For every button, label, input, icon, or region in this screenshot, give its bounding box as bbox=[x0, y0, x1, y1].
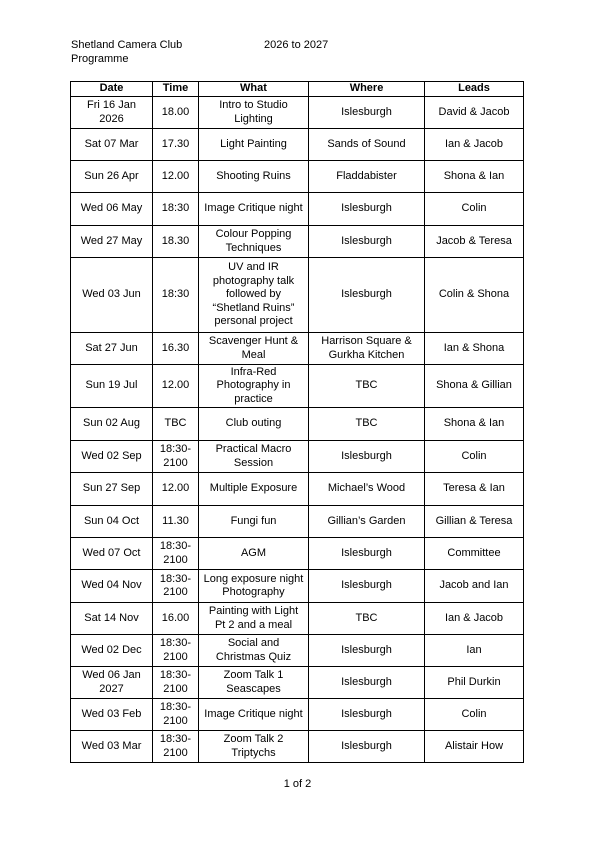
cell-time: 18:30- 2100 bbox=[153, 699, 199, 731]
cell-date: Wed 03 Mar bbox=[71, 731, 153, 763]
cell-where: TBC bbox=[309, 408, 425, 441]
cell-what: Zoom Talk 1 Seascapes bbox=[199, 667, 309, 699]
cell-date: Wed 27 May bbox=[71, 226, 153, 258]
cell-where: Sands of Sound bbox=[309, 129, 425, 161]
cell-leads: Colin & Shona bbox=[425, 258, 524, 333]
page-number: 1 of 2 bbox=[283, 778, 312, 790]
cell-date: Wed 02 Sep bbox=[71, 441, 153, 473]
cell-time: 17.30 bbox=[153, 129, 199, 161]
cell-time: 18.00 bbox=[153, 97, 199, 129]
table-row bbox=[71, 161, 524, 193]
cell-date: Wed 06 Jan 2027 bbox=[71, 667, 153, 699]
cell-date: Sat 14 Nov bbox=[71, 603, 153, 635]
cell-date: Wed 04 Nov bbox=[71, 570, 153, 603]
cell-date: Sun 26 Apr bbox=[71, 161, 153, 193]
table-row bbox=[71, 333, 524, 365]
cell-where: Islesburgh bbox=[309, 193, 425, 226]
cell-date: Wed 03 Feb bbox=[71, 699, 153, 731]
cell-what: Practical Macro Session bbox=[199, 441, 309, 473]
cell-where: Islesburgh bbox=[309, 441, 425, 473]
table-row bbox=[71, 408, 524, 441]
cell-what: AGM bbox=[199, 538, 309, 570]
cell-time: 16.00 bbox=[153, 603, 199, 635]
programme-subtitle: Programme bbox=[71, 53, 129, 65]
club-name: Shetland Camera Club bbox=[71, 39, 183, 51]
cell-what: Shooting Ruins bbox=[199, 161, 309, 193]
cell-date: Sun 02 Aug bbox=[71, 408, 153, 441]
cell-leads: Colin bbox=[425, 699, 524, 731]
cell-what: Intro to Studio Lighting bbox=[199, 97, 309, 129]
column-header-date: Date bbox=[71, 82, 153, 97]
cell-leads: Ian & Jacob bbox=[425, 603, 524, 635]
table-row bbox=[71, 731, 524, 763]
cell-what: Social and Christmas Quiz bbox=[199, 635, 309, 667]
cell-leads: Shona & Gillian bbox=[425, 365, 524, 408]
cell-date: Sat 07 Mar bbox=[71, 129, 153, 161]
cell-time: 18:30- 2100 bbox=[153, 731, 199, 763]
cell-where: Harrison Square & Gurkha Kitchen bbox=[309, 333, 425, 365]
cell-where: Islesburgh bbox=[309, 570, 425, 603]
cell-leads: Colin bbox=[425, 193, 524, 226]
table-row bbox=[71, 667, 524, 699]
cell-where: Islesburgh bbox=[309, 538, 425, 570]
column-header-where: Where bbox=[309, 82, 425, 97]
cell-where: Islesburgh bbox=[309, 635, 425, 667]
cell-what: Long exposure night Photography bbox=[199, 570, 309, 603]
cell-leads: Shona & Ian bbox=[425, 161, 524, 193]
cell-leads: Alistair How bbox=[425, 731, 524, 763]
cell-date: Wed 06 May bbox=[71, 193, 153, 226]
table-row bbox=[71, 570, 524, 603]
cell-leads: Ian bbox=[425, 635, 524, 667]
table-row bbox=[71, 635, 524, 667]
cell-leads: Jacob and Ian bbox=[425, 570, 524, 603]
cell-time: 18:30- 2100 bbox=[153, 538, 199, 570]
cell-date: Sun 19 Jul bbox=[71, 365, 153, 408]
table-row bbox=[71, 258, 524, 333]
cell-date: Sat 27 Jun bbox=[71, 333, 153, 365]
cell-what: Infra-Red Photography in practice bbox=[199, 365, 309, 408]
table-row bbox=[71, 603, 524, 635]
table-row bbox=[71, 538, 524, 570]
cell-date: Fri 16 Jan 2026 bbox=[71, 97, 153, 129]
cell-what: Fungi fun bbox=[199, 506, 309, 538]
cell-what: Light Painting bbox=[199, 129, 309, 161]
cell-what: Club outing bbox=[199, 408, 309, 441]
cell-time: 18:30 bbox=[153, 193, 199, 226]
cell-leads: Committee bbox=[425, 538, 524, 570]
table-row bbox=[71, 506, 524, 538]
cell-leads: David & Jacob bbox=[425, 97, 524, 129]
cell-time: 12.00 bbox=[153, 473, 199, 506]
table-row bbox=[71, 226, 524, 258]
table-header-row bbox=[71, 82, 524, 97]
cell-time: 12.00 bbox=[153, 365, 199, 408]
cell-where: Islesburgh bbox=[309, 731, 425, 763]
table-row bbox=[71, 97, 524, 129]
table-row bbox=[71, 365, 524, 408]
column-header-time: Time bbox=[153, 82, 199, 97]
cell-date: Sun 27 Sep bbox=[71, 473, 153, 506]
table-row bbox=[71, 441, 524, 473]
cell-where: Fladdabister bbox=[309, 161, 425, 193]
table-body bbox=[71, 97, 524, 763]
cell-time: 18:30- 2100 bbox=[153, 441, 199, 473]
cell-leads: Phil Durkin bbox=[425, 667, 524, 699]
cell-time: 11.30 bbox=[153, 506, 199, 538]
cell-time: 16.30 bbox=[153, 333, 199, 365]
cell-leads: Gillian & Teresa bbox=[425, 506, 524, 538]
cell-what: Multiple Exposure bbox=[199, 473, 309, 506]
cell-leads: Jacob & Teresa bbox=[425, 226, 524, 258]
cell-date: Wed 03 Jun bbox=[71, 258, 153, 333]
cell-where: TBC bbox=[309, 365, 425, 408]
cell-where: Michael’s Wood bbox=[309, 473, 425, 506]
cell-what: Scavenger Hunt & Meal bbox=[199, 333, 309, 365]
cell-where: Islesburgh bbox=[309, 226, 425, 258]
cell-time: TBC bbox=[153, 408, 199, 441]
cell-where: Gillian’s Garden bbox=[309, 506, 425, 538]
cell-leads: Ian & Jacob bbox=[425, 129, 524, 161]
cell-time: 18:30- 2100 bbox=[153, 667, 199, 699]
table-row bbox=[71, 193, 524, 226]
cell-leads: Ian & Shona bbox=[425, 333, 524, 365]
cell-where: Islesburgh bbox=[309, 97, 425, 129]
programme-table bbox=[70, 81, 524, 763]
cell-leads: Shona & Ian bbox=[425, 408, 524, 441]
cell-leads: Teresa & Ian bbox=[425, 473, 524, 506]
cell-what: Image Critique night bbox=[199, 699, 309, 731]
cell-time: 12.00 bbox=[153, 161, 199, 193]
cell-what: Painting with Light Pt 2 and a meal bbox=[199, 603, 309, 635]
cell-time: 18:30- 2100 bbox=[153, 570, 199, 603]
table-row bbox=[71, 699, 524, 731]
cell-what: Zoom Talk 2 Triptychs bbox=[199, 731, 309, 763]
programme-years: 2026 to 2027 bbox=[264, 39, 329, 51]
cell-what: UV and IR photography talk followed by “Shetland Ruins” personal project bbox=[199, 258, 309, 333]
cell-time: 18:30 bbox=[153, 258, 199, 333]
cell-date: Wed 07 Oct bbox=[71, 538, 153, 570]
cell-where: TBC bbox=[309, 603, 425, 635]
cell-what: Colour Popping Techniques bbox=[199, 226, 309, 258]
column-header-leads: Leads bbox=[425, 82, 524, 97]
cell-where: Islesburgh bbox=[309, 667, 425, 699]
cell-leads: Colin bbox=[425, 441, 524, 473]
cell-what: Image Critique night bbox=[199, 193, 309, 226]
cell-where: Islesburgh bbox=[309, 258, 425, 333]
cell-date: Wed 02 Dec bbox=[71, 635, 153, 667]
cell-time: 18:30- 2100 bbox=[153, 635, 199, 667]
column-header-what: What bbox=[199, 82, 309, 97]
cell-where: Islesburgh bbox=[309, 699, 425, 731]
table-row bbox=[71, 129, 524, 161]
table-row bbox=[71, 473, 524, 506]
cell-date: Sun 04 Oct bbox=[71, 506, 153, 538]
cell-time: 18.30 bbox=[153, 226, 199, 258]
